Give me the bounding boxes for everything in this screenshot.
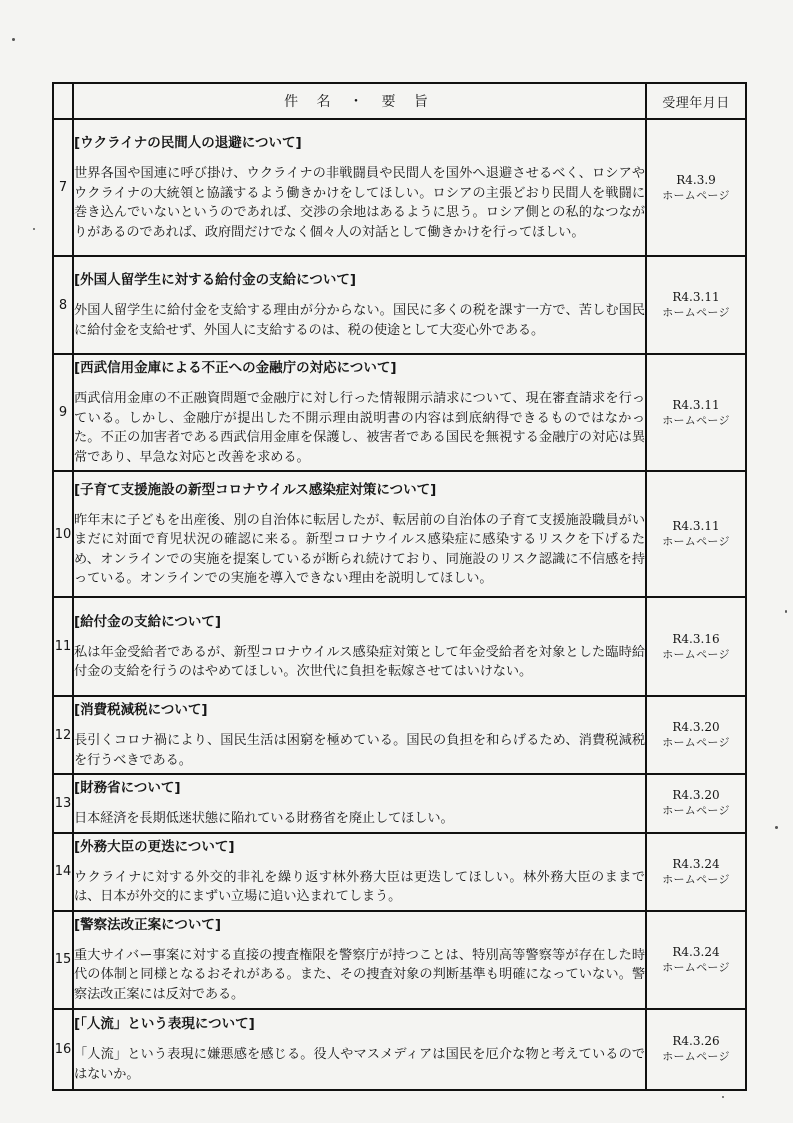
row-subject [73,354,646,471]
table-row [53,1009,746,1090]
row-number: 7 [53,119,73,256]
row-date-cell [646,256,746,354]
table-row [53,256,746,354]
row-subject [73,119,646,256]
row-title: [ウクライナの民間人の退避について] [74,135,302,151]
row-source: ホームページ [662,1050,730,1063]
header-date: 受理年月日 [646,83,746,119]
row-body: 世界各国や国連に呼び掛け、ウクライナの非戦闘員や民間人を国外へ退避させるべく、ロシアやウクライナの大統領と協議するよう働きかけをしてほしい。ロシアの主張どおり民間人を戦闘に巻き込んでいないというのであれば、交渉の余地はあるように思う。ロシア側との私的なつながりがあるのであれば、政府間だけでなく個々人の対話として働きかけを行ってほしい。 [74,166,645,240]
table-row [53,911,746,1009]
row-title: [西武信用金庫による不正への金融庁の対応について] [74,360,397,376]
row-body: 日本経済を長期低迷状態に陥れている財務省を廃止してほしい。 [74,811,454,826]
row-subject [73,597,646,696]
row-title: [給付金の支給について] [74,613,222,630]
header-number-cell [53,83,73,119]
row-number: 14 [53,833,73,911]
row-date: R4.3.11 [672,290,720,304]
scan-speck [12,38,15,41]
row-date-cell [646,774,746,833]
row-date-cell [646,119,746,256]
row-date-cell [646,696,746,774]
table-row [53,774,746,833]
scan-speck [785,610,787,613]
row-source: ホームページ [662,960,730,974]
row-date-cell [646,833,746,911]
row-source: ホームページ [662,647,730,661]
table-row [53,833,746,911]
row-number: 8 [53,256,73,354]
row-title: [消費税減税について] [74,702,208,718]
scan-speck [722,1096,724,1098]
row-subject [73,696,646,774]
table-header-row [53,83,746,119]
row-date-cell [646,354,746,471]
row-date: R4.3.20 [672,788,720,803]
row-source: ホームページ [662,736,730,749]
row-subject [73,1009,646,1090]
row-date: R4.3.16 [672,631,720,646]
row-date-cell [646,597,746,696]
scan-speck [775,826,778,829]
petition-document [52,82,745,1091]
table-row [53,471,746,597]
row-title: [外務大臣の更迭について] [74,838,235,855]
row-source: ホームページ [662,535,730,548]
row-subject [73,471,646,597]
row-date: R4.3.24 [672,856,720,871]
row-title: [外国人留学生に対する給付金の支給について] [74,272,357,288]
row-number: 13 [53,774,73,833]
row-date: R4.3.9 [676,172,716,187]
header-subject: 件 名 ・ 要 旨 [73,83,646,119]
row-number: 15 [53,911,73,1009]
row-number: 9 [53,354,73,471]
row-source: ホームページ [662,804,730,818]
row-title: [子育て支援施設の新型コロナウイルス感染症対策について] [74,481,437,498]
row-date-cell [646,1009,746,1090]
table-row [53,354,746,471]
row-subject [73,911,646,1009]
row-title: [警察法改正案について] [74,916,222,933]
row-title: [「人流」という表現について] [74,1016,255,1032]
row-number: 10 [53,471,73,597]
table-row [53,597,746,696]
row-subject [73,833,646,911]
row-subject [73,256,646,354]
row-body: 重大サイバー事案に対する直接の捜査権限を警察庁が持つことは、特別高等警察等が存在した時代の体制と同様となるおそれがある。また、その捜査対象の判断基準も明確になっていない。警察法改正案には反対である。 [74,947,645,1002]
row-source: ホームページ [662,872,730,886]
row-date-cell [646,471,746,597]
row-date: R4.3.26 [672,1034,720,1048]
row-date: R4.3.11 [672,519,720,533]
row-body: 西武信用金庫の不正融資問題で金融庁に対し行った情報開示請求について、現在審査請求を行っている。しかし、金融庁が提出した不開示理由説明書の内容は到底納得できるものではなかった。不正の加害者である西武信用金庫を保護し、被害者である国民を無視する金融庁の対応は異常であり、早急な対応と改善を求める。 [74,391,645,465]
row-body: 外国人留学生に給付金を支給する理由が分からない。国民に多くの税を課す一方で、苦しむ国民に給付金を支給せず、外国人に支給するのは、税の使途として大変心外である。 [74,303,645,338]
row-number: 16 [53,1009,73,1090]
table-row [53,696,746,774]
scan-speck [33,228,35,230]
row-body: 昨年末に子どもを出産後、別の自治体に転居したが、転居前の自治体の子育て支援施設職員がいまだに対面で育児状況の確認に来る。新型コロナウイルス感染症に感染するリスクを下げるため、オンラインでの実施を提案しているが断られ続けており、同施設のリスク認識に不信感を持っている。オンラインでの実施を導入できない理由を説明してほしい。 [74,512,645,586]
row-date: R4.3.20 [672,720,720,734]
row-body: ウクライナに対する外交的非礼を繰り返す林外務大臣は更迭してほしい。林外務大臣のままでは、日本が外交的にまずい立場に追い込まれてしまう。 [74,869,645,904]
row-number: 12 [53,696,73,774]
row-body: 「人流」という表現に嫌悪感を感じる。役人やマスメディアは国民を厄介な物と考えているのではないか。 [74,1047,645,1082]
row-source: ホームページ [662,188,730,202]
row-date-cell [646,911,746,1009]
row-source: ホームページ [662,413,730,427]
row-title: [財務省について] [74,780,181,796]
row-body: 私は年金受給者であるが、新型コロナウイルス感染症対策として年金受給者を対象とした臨時給付金の支給を行うのはやめてほしい。次世代に負担を転嫁させてはいけない。 [74,644,645,679]
petition-table [52,82,747,1091]
table-row [53,119,746,256]
row-number: 11 [53,597,73,696]
row-source: ホームページ [662,306,730,319]
row-date: R4.3.24 [672,944,720,959]
row-body: 長引くコロナ禍により、国民生活は困窮を極めている。国民の負担を和らげるため、消費税減税を行うべきである。 [74,733,645,768]
row-subject [73,774,646,833]
row-date: R4.3.11 [672,397,720,412]
